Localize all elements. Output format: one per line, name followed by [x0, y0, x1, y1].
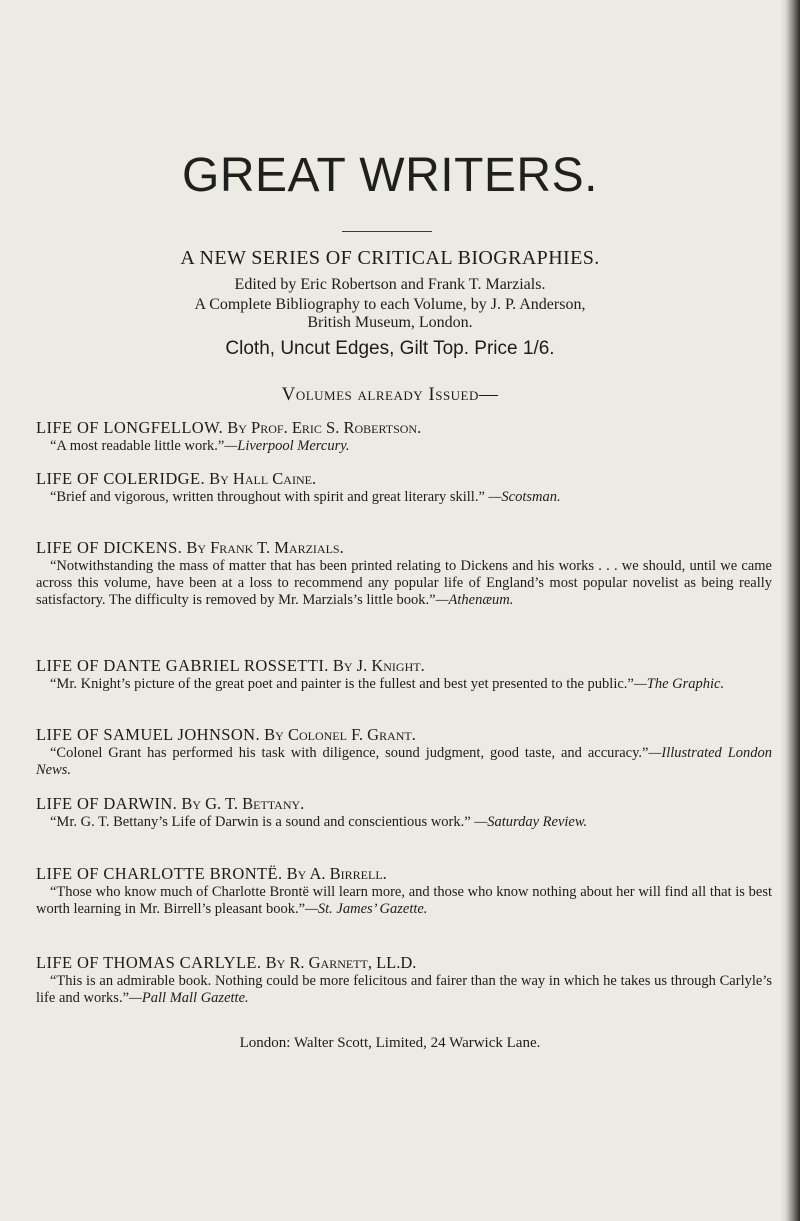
quote-source: —Saturday Review. — [474, 814, 588, 830]
book-author: By Prof. Eric S. Robertson. — [227, 418, 422, 437]
book-title: LIFE OF DICKENS. — [36, 538, 183, 557]
entry-title-line — [36, 537, 772, 558]
book-title: LIFE OF DARWIN. — [36, 794, 178, 813]
book-entry — [36, 724, 772, 779]
book-author: By G. T. Bettany. — [181, 794, 305, 813]
quote-source: —Scotsman. — [488, 489, 561, 505]
book-entry — [36, 537, 772, 609]
book-entry — [36, 655, 772, 693]
quote-source: —The Graphic. — [633, 676, 725, 692]
book-title: LIFE OF THOMAS CARLYLE. — [36, 953, 262, 972]
title-rule — [342, 231, 432, 232]
review-quote — [36, 676, 772, 693]
book-entry — [36, 952, 772, 1007]
entry-title-line — [36, 793, 772, 814]
quote-text: “Mr. G. T. Bettany’s Life of Darwin is a sound and conscientious work.” — [50, 814, 471, 830]
book-edge — [786, 0, 800, 1221]
book-author: By Frank T. Marzials. — [186, 538, 344, 557]
quote-source: —Illustrated London News. — [36, 745, 773, 778]
review-quote — [36, 884, 772, 918]
review-quote — [36, 814, 772, 831]
quote-text: “Those who know much of Charlotte Brontë will learn more, and those who know nothing about her will find all that is best worth learning in Mr. Birrell’s pleasant book.” — [36, 884, 772, 917]
review-quote — [36, 438, 772, 455]
book-entry — [36, 863, 772, 918]
book-author: By R. Garnett, LL.D. — [265, 953, 417, 972]
book-title: LIFE OF SAMUEL JOHNSON. — [36, 725, 261, 744]
book-title: LIFE OF DANTE GABRIEL ROSSETTI. — [36, 656, 329, 675]
entry-title-line — [36, 417, 772, 438]
entry-title-line — [36, 863, 772, 884]
book-author: By Hall Caine. — [209, 469, 317, 488]
quote-text: “A most readable little work.” — [50, 438, 225, 454]
book-entry — [36, 468, 772, 506]
quote-text: “Notwithstanding the mass of matter that has been printed relating to Dickens and his works . . . we should, until we came across this volume, have been at a loss to recommend any popular life of England’s most popular novelist as being really satisfactory. The difficulty is removed by Mr. Marzials’s little book.” — [36, 558, 772, 608]
book-author: By A. Birrell. — [286, 864, 387, 883]
book-title: LIFE OF COLERIDGE. — [36, 469, 205, 488]
quote-source: —St. James’ Gazette. — [305, 901, 428, 917]
review-quote — [36, 973, 772, 1007]
entry-title-line — [36, 724, 772, 745]
quote-source: —Athenæum. — [435, 592, 514, 608]
review-quote — [36, 745, 772, 779]
book-entry — [36, 417, 772, 455]
review-quote — [36, 558, 772, 609]
page-title: GREAT WRITERS. — [182, 149, 598, 202]
editors-line: Edited by Eric Robertson and Frank T. Marzials. — [234, 276, 546, 293]
quote-source: —Pall Mall Gazette. — [129, 990, 249, 1006]
quote-text: “This is an admirable book. Nothing could be more felicitous and fairer than the way in which he takes us through Carlyle’s life and works.” — [36, 973, 772, 1006]
book-title: LIFE OF LONGFELLOW. — [36, 418, 224, 437]
series-subtitle: A NEW SERIES OF CRITICAL BIOGRAPHIES. — [180, 247, 600, 269]
review-quote — [36, 489, 772, 506]
binding-price-line: Cloth, Uncut Edges, Gilt Top. Price 1/6. — [225, 338, 555, 359]
publisher-imprint: London: Walter Scott, Limited, 24 Warwick Lane. — [239, 1035, 541, 1051]
quote-source: —Liverpool Mercury. — [224, 438, 350, 454]
quote-text: “Colonel Grant has performed his task with diligence, sound judgment, good taste, and accuracy.” — [50, 745, 649, 761]
entry-title-line — [36, 952, 772, 973]
quote-text: “Mr. Knight’s picture of the great poet and painter is the fullest and best yet presented to the public.” — [50, 676, 634, 692]
quote-text: “Brief and vigorous, written throughout with spirit and great literary skill.” — [50, 489, 485, 505]
book-title: LIFE OF CHARLOTTE BRONTË. — [36, 864, 283, 883]
book-author: By J. Knight. — [332, 656, 425, 675]
volumes-issued-heading: Volumes already Issued— — [281, 384, 499, 405]
book-author: By Colonel F. Grant. — [264, 725, 416, 744]
book-entry — [36, 793, 772, 831]
bibliography-line-2: British Museum, London. — [307, 314, 473, 331]
bibliography-line-1: A Complete Bibliography to each Volume, by J. P. Anderson, — [194, 296, 586, 313]
entry-title-line — [36, 468, 772, 489]
entry-title-line — [36, 655, 772, 676]
